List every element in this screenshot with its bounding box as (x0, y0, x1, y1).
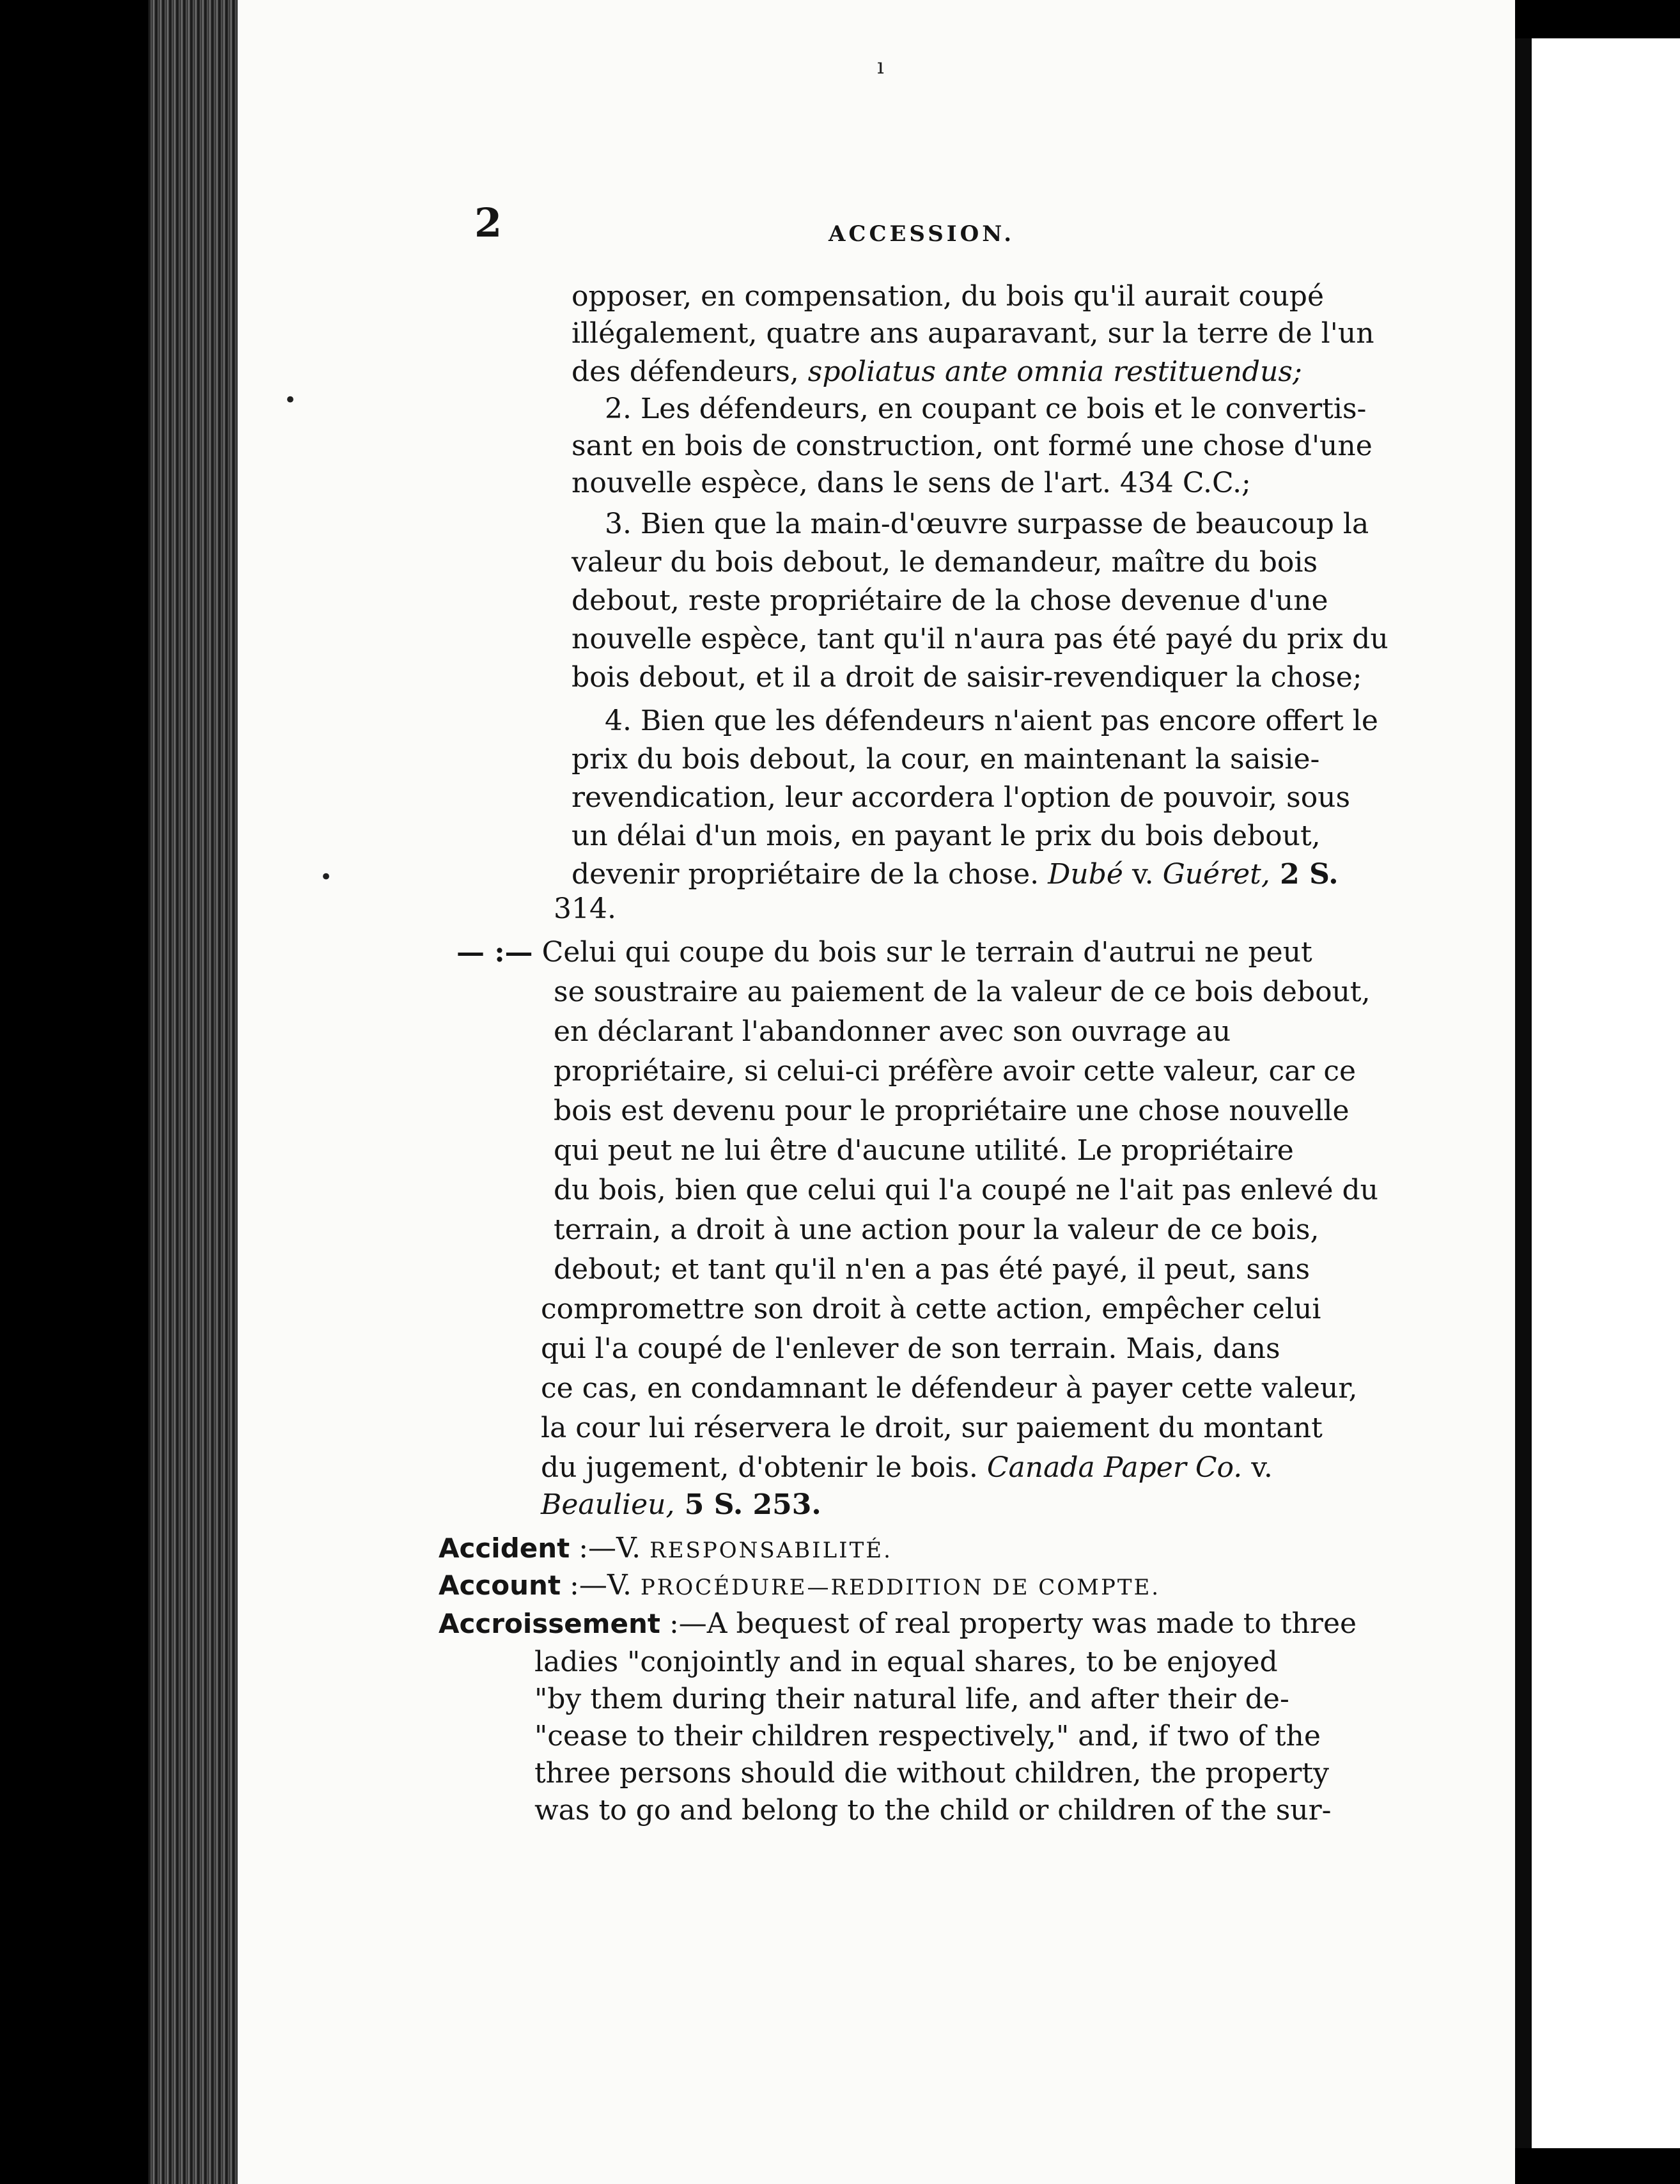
text-line: en déclarant l'abandonner avec son ouvrage au (554, 1015, 1231, 1048)
latin-maxim: spoliatus ante omnia restituendus; (807, 355, 1302, 388)
text-line: un délai d'un mois, en payant le prix du bois debout, (572, 820, 1321, 852)
text-line: revendication, leur accordera l'option de pouvoir, sous (572, 781, 1351, 814)
text-line: bois debout, et il a droit de saisir-revendiquer la chose; (572, 661, 1362, 694)
text-line: se soustraire au paiement de la valeur de ce bois debout, (554, 976, 1371, 1008)
text-span: :—V. (570, 1569, 641, 1602)
text-span: devenir propriétaire de la chose. (572, 858, 1048, 891)
text-line: illégalement, quatre ans auparavant, sur la terre de l'un (572, 317, 1374, 350)
case-citation: 2 S. (1270, 858, 1339, 891)
case-party: Canada Paper Co. (986, 1451, 1243, 1484)
case-party: Guéret, (1162, 858, 1270, 891)
text-line: ce cas, en condamnant le défendeur à payer cette valeur, (541, 1372, 1358, 1405)
text-line: "cease to their children respectively," and, if two of the (534, 1720, 1321, 1752)
entry-accident (439, 1531, 892, 1568)
entry-heading: Accident (439, 1533, 570, 1564)
cross-reference: RESPONSABILITÉ. (649, 1538, 892, 1563)
text-line: opposer, en compensation, du bois qu'il aurait coupé (572, 280, 1324, 313)
page-number: 2 (474, 199, 502, 246)
scan-speck: • (320, 864, 333, 890)
text-span: :—A bequest of real property was made to three (660, 1607, 1357, 1640)
entry-heading: Accroissement (439, 1608, 660, 1639)
cross-reference: PROCÉDURE—REDDITION DE COMPTE. (640, 1575, 1161, 1600)
text-line: nouvelle espèce, tant qu'il n'aura pas été payé du prix du (572, 623, 1388, 655)
text-line: propriétaire, si celui-ci préfère avoir cette valeur, car ce (554, 1055, 1357, 1088)
scan-speck: ı (877, 54, 884, 79)
text-line: valeur du bois debout, le demandeur, maître du bois (572, 546, 1318, 579)
text-line: prix du bois debout, la cour, en maintenant la saisie- (572, 743, 1320, 776)
case-party: Dubé (1048, 858, 1123, 891)
text-line (572, 857, 1339, 893)
text-line: three persons should die without children, the property (534, 1757, 1329, 1790)
text-line (541, 1487, 821, 1523)
text-line (541, 1450, 1273, 1486)
case-citation: 5 S. 253. (674, 1488, 821, 1521)
running-head: ACCESSION. (828, 221, 1015, 247)
case-party: Beaulieu, (541, 1488, 675, 1521)
text-line: debout; et tant qu'il n'en a pas été payé, il peut, sans (554, 1253, 1311, 1286)
text-line: qui peut ne lui être d'aucune utilité. Le propriétaire (554, 1134, 1294, 1167)
text-span: du jugement, d'obtenir le bois. (541, 1451, 987, 1484)
text-line: qui l'a coupé de l'enlever de son terrain. Mais, dans (541, 1332, 1280, 1365)
entry-account (439, 1568, 1160, 1605)
text-line: terrain, a droit à une action pour la valeur de ce bois, (554, 1213, 1319, 1246)
text-line: la cour lui réservera le droit, sur paiement du montant (541, 1412, 1323, 1444)
text-line: 314. (554, 893, 616, 925)
text-line: was to go and belong to the child or children of the sur- (534, 1794, 1332, 1827)
text-line: 3. Bien que la main-d'œuvre surpasse de beaucoup la (605, 508, 1369, 540)
facing-page-edge (1514, 38, 1680, 2148)
text-line: compromettre son droit à cette action, empêcher celui (541, 1293, 1321, 1325)
scan-speck: • (284, 387, 297, 413)
entry-heading: Account (439, 1570, 561, 1601)
text-line: sant en bois de construction, ont formé une chose d'une (572, 430, 1373, 462)
entry-accroissement (439, 1606, 1357, 1642)
book-page-stack (148, 0, 238, 2184)
text-line: 2. Les défendeurs, en coupant ce bois et le convertis- (605, 393, 1367, 425)
text-line: debout, reste propriétaire de la chose devenue d'une (572, 584, 1328, 617)
text-line: du bois, bien que celui qui l'a coupé ne l'ait pas enlevé du (554, 1174, 1379, 1206)
text-line: bois est devenu pour le propriétaire une chose nouvelle (554, 1095, 1349, 1127)
text-line: nouvelle espèce, dans le sens de l'art. 434 C.C.; (572, 467, 1251, 499)
text-span: v. (1123, 858, 1163, 891)
text-line: 4. Bien que les défendeurs n'aient pas encore offert le (605, 705, 1378, 737)
dash-marker: — :— (456, 936, 533, 969)
text-line: "by them during their natural life, and after their de- (534, 1683, 1289, 1715)
text-span: des défendeurs, (572, 355, 808, 388)
text-line: ladies "conjointly and in equal shares, to be enjoyed (534, 1646, 1278, 1678)
text-span: Celui qui coupe du bois sur le terrain d'autrui ne peut (541, 936, 1312, 969)
text-line (572, 354, 1302, 390)
text-span: v. (1242, 1451, 1273, 1484)
text-span: :—V. (579, 1532, 650, 1564)
text-line (456, 935, 1312, 971)
